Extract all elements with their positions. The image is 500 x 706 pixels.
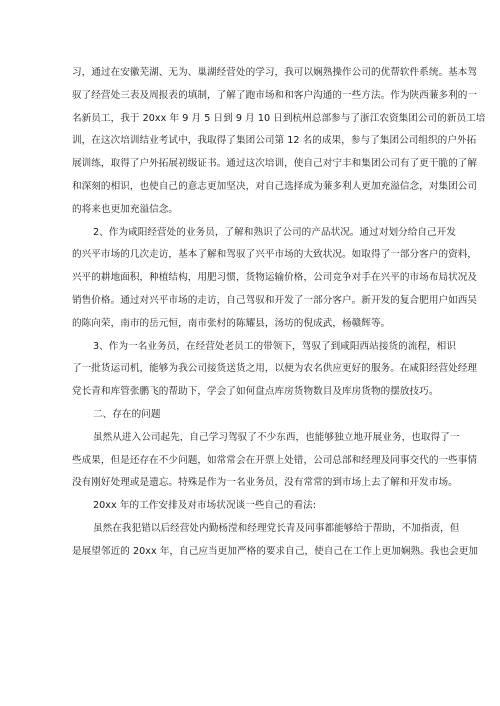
text-line: 的陈向荣，南市的岳元恒，南市张村的陈耀县，汤坊的倪成武，杨赣辉等。 <box>72 317 391 329</box>
text-line: 虽然从进入公司起先，自己学习驾驭了不少东西，也能够独立地开展业务，也取得了一 <box>93 431 460 443</box>
text-line: 销售价格。通过对兴平市场的走访，自己驾驭和开发了一部分客户。新开发的复合肥用户如西吴 <box>72 294 478 306</box>
section-heading: 20xx 年的工作安排及对市场状况谈一些自己的看法: <box>93 500 317 512</box>
text-line: 驭了经营处三表及周报表的填制，了解了跑市场和和客户沟通的一些方法。作为陕西蒹多利的一 <box>72 89 478 101</box>
text-line: 了一批货运司机，能够为我公司接货送货之用，以便为农名供应更好的服务。在咸阳经营处经理 <box>72 363 478 375</box>
text-line: 兴平的耕地面积，种植结构，用肥习惯，货物运输价格，公司竞争对手在兴平的市场布局状况及 <box>72 272 478 284</box>
section-heading-plan <box>72 495 430 518</box>
text-line: 党长青和库管张鹏飞的帮助下，学会了如何盘点库房货物数目及库房货物的摆放技巧。 <box>72 386 439 398</box>
text-line: 虽然在我犯错以后经营处内勤杨滢和经理党长青及同事都能够给于帮助，不加指责，但 <box>93 522 460 534</box>
text-line: 些成果，但是还存在不少问题，如常常会在开票上处错，公司总部和经理及同事交代的一些事情 <box>72 454 478 466</box>
text-line: 没有刚好处理或是遗忘。特殊是作为一名业务员，没有常常的到市场上去了解和开发市场。 <box>72 477 458 489</box>
text-line: 2、作为咸阳经营处的业务员，了解和熟识了公司的产品状况。通过对划分给自己开发 <box>93 226 456 238</box>
text-line: 是展望邻近的 20xx 年，自己应当更加严格的要求自己，使自己在工作上更加娴熟。我也会更加 <box>72 545 479 557</box>
paragraph-problems <box>72 427 478 495</box>
text-line: 的将来也更加充溢信念。 <box>72 203 179 215</box>
document-page <box>72 62 486 564</box>
paragraph-item-2 <box>72 222 478 336</box>
paragraph-plan <box>72 518 479 564</box>
paragraph-training <box>72 62 486 222</box>
text-line: 训，在这次培训结业考试中，我取得了集团公司第 12 名的成果，参与了集团公司组织的户外拓 <box>72 135 477 147</box>
section-heading: 二、存在的问题 <box>93 408 161 420</box>
section-heading-problems <box>72 404 430 427</box>
text-line: 3、作为一名业务员，在经营处老员工的带领下，驾驭了到咸阳西站接货的流程，相识 <box>93 340 456 352</box>
text-line: 和深刻的相识，也使自己的意志更加坚决，对自己选择成为蒹多利人更加充溢信念，对集团公司 <box>72 180 478 192</box>
text-line: 名新员工，我于 20xx 年 9 月 5 日到 9 月 10 日到杭州总部参与了浙江农资集团公司的新员工培 <box>72 112 486 124</box>
text-line: 习，通过在安徽芜湖、无为、巢湖经营处的学习，我可以娴熟操作公司的优帮软件系统。基本驾 <box>72 67 478 78</box>
text-line: 的兴平市场的几次走访，基本了解和驾驭了兴平市场的大致状况。如取得了一部分客户的资料， <box>72 249 478 261</box>
text-line: 展训练，取得了户外拓展初级证书。通过这次培训，使自己对宁丰和集团公司有了更干脆的了解 <box>72 158 478 170</box>
paragraph-item-3 <box>72 336 478 404</box>
